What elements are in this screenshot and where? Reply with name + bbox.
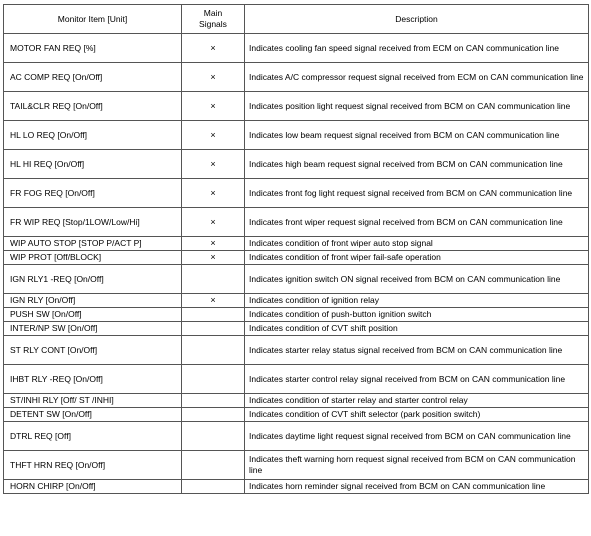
description-cell: Indicates condition of CVT shift selector (park position switch) bbox=[245, 408, 589, 422]
main-signal-cell bbox=[182, 322, 245, 336]
main-signal-cell: × bbox=[182, 237, 245, 251]
monitor-item-cell: DTRL REQ [Off] bbox=[4, 422, 182, 451]
table-row bbox=[4, 336, 589, 365]
table-row bbox=[4, 480, 589, 494]
monitor-item-cell: ST RLY CONT [On/Off] bbox=[4, 336, 182, 365]
table-row bbox=[4, 237, 589, 251]
monitor-item-cell: THFT HRN REQ [On/Off] bbox=[4, 451, 182, 480]
monitor-item-cell: ST/INHI RLY [Off/ ST /INHI] bbox=[4, 394, 182, 408]
description-cell: Indicates cooling fan speed signal received from ECM on CAN communication line bbox=[245, 34, 589, 63]
header-main-signals bbox=[182, 5, 245, 34]
main-signal-cell bbox=[182, 480, 245, 494]
main-signal-cell: × bbox=[182, 150, 245, 179]
table-row bbox=[4, 251, 589, 265]
header-description: Description bbox=[245, 5, 589, 34]
description-cell: Indicates horn reminder signal received from BCM on CAN communication line bbox=[245, 480, 589, 494]
monitor-item-cell: WIP AUTO STOP [STOP P/ACT P] bbox=[4, 237, 182, 251]
description-cell: Indicates condition of ignition relay bbox=[245, 294, 589, 308]
monitor-item-cell: FR FOG REQ [On/Off] bbox=[4, 179, 182, 208]
main-signal-cell bbox=[182, 422, 245, 451]
description-cell: Indicates daytime light request signal received from BCM on CAN communication line bbox=[245, 422, 589, 451]
table-row bbox=[4, 34, 589, 63]
table-row bbox=[4, 179, 589, 208]
table-row bbox=[4, 121, 589, 150]
table-row bbox=[4, 408, 589, 422]
description-cell: Indicates low beam request signal received from BCM on CAN communication line bbox=[245, 121, 589, 150]
monitor-item-cell: WIP PROT [Off/BLOCK] bbox=[4, 251, 182, 265]
monitor-item-cell: PUSH SW [On/Off] bbox=[4, 308, 182, 322]
description-cell: Indicates front fog light request signal received from BCM on CAN communication line bbox=[245, 179, 589, 208]
main-signal-cell bbox=[182, 365, 245, 394]
monitor-item-cell: HL HI REQ [On/Off] bbox=[4, 150, 182, 179]
monitor-item-cell: FR WIP REQ [Stop/1LOW/Low/Hi] bbox=[4, 208, 182, 237]
table-row bbox=[4, 63, 589, 92]
description-cell: Indicates theft warning horn request signal received from BCM on CAN communication line bbox=[245, 451, 589, 480]
description-cell: Indicates condition of front wiper auto stop signal bbox=[245, 237, 589, 251]
monitor-item-table bbox=[3, 4, 589, 494]
header-main-signals-line2: Signals bbox=[199, 19, 227, 29]
description-cell: Indicates starter control relay signal received from BCM on CAN communication line bbox=[245, 365, 589, 394]
main-signal-cell bbox=[182, 336, 245, 365]
description-cell: Indicates condition of push-button ignition switch bbox=[245, 308, 589, 322]
monitor-item-cell: DETENT SW [On/Off] bbox=[4, 408, 182, 422]
main-signal-cell: × bbox=[182, 121, 245, 150]
table-row bbox=[4, 92, 589, 121]
table-header-row bbox=[4, 5, 589, 34]
table-row bbox=[4, 394, 589, 408]
table-row bbox=[4, 365, 589, 394]
table-row bbox=[4, 422, 589, 451]
description-cell: Indicates high beam request signal received from BCM on CAN communication line bbox=[245, 150, 589, 179]
main-signal-cell bbox=[182, 308, 245, 322]
table-row bbox=[4, 150, 589, 179]
monitor-item-cell: IHBT RLY -REQ [On/Off] bbox=[4, 365, 182, 394]
monitor-item-cell: HORN CHIRP [On/Off] bbox=[4, 480, 182, 494]
description-cell: Indicates position light request signal received from BCM on CAN communication line bbox=[245, 92, 589, 121]
table-row bbox=[4, 322, 589, 336]
description-cell: Indicates condition of CVT shift position bbox=[245, 322, 589, 336]
main-signal-cell: × bbox=[182, 294, 245, 308]
main-signal-cell: × bbox=[182, 63, 245, 92]
description-cell: Indicates A/C compressor request signal received from ECM on CAN communication line bbox=[245, 63, 589, 92]
monitor-item-cell: TAIL&CLR REQ [On/Off] bbox=[4, 92, 182, 121]
header-main-signals-line1: Main bbox=[203, 8, 223, 18]
monitor-item-cell: MOTOR FAN REQ [%] bbox=[4, 34, 182, 63]
description-cell: Indicates starter relay status signal received from BCM on CAN communication line bbox=[245, 336, 589, 365]
header-monitor-item: Monitor Item [Unit] bbox=[4, 5, 182, 34]
main-signal-cell: × bbox=[182, 34, 245, 63]
main-signal-cell: × bbox=[182, 208, 245, 237]
main-signal-cell: × bbox=[182, 179, 245, 208]
main-signal-cell bbox=[182, 408, 245, 422]
main-signal-cell: × bbox=[182, 251, 245, 265]
monitor-item-cell: IGN RLY [On/Off] bbox=[4, 294, 182, 308]
main-signal-cell: × bbox=[182, 92, 245, 121]
main-signal-cell bbox=[182, 265, 245, 294]
description-cell: Indicates ignition switch ON signal received from BCM on CAN communication line bbox=[245, 265, 589, 294]
table-row bbox=[4, 294, 589, 308]
description-cell: Indicates condition of front wiper fail-safe operation bbox=[245, 251, 589, 265]
table-row bbox=[4, 308, 589, 322]
description-cell: Indicates condition of starter relay and starter control relay bbox=[245, 394, 589, 408]
table-row bbox=[4, 265, 589, 294]
table-row bbox=[4, 208, 589, 237]
monitor-item-cell: AC COMP REQ [On/Off] bbox=[4, 63, 182, 92]
monitor-item-cell: HL LO REQ [On/Off] bbox=[4, 121, 182, 150]
monitor-item-cell: IGN RLY1 -REQ [On/Off] bbox=[4, 265, 182, 294]
description-cell: Indicates front wiper request signal received from BCM on CAN communication line bbox=[245, 208, 589, 237]
main-signal-cell bbox=[182, 394, 245, 408]
monitor-item-cell: INTER/NP SW [On/Off] bbox=[4, 322, 182, 336]
table-row bbox=[4, 451, 589, 480]
main-signal-cell bbox=[182, 451, 245, 480]
